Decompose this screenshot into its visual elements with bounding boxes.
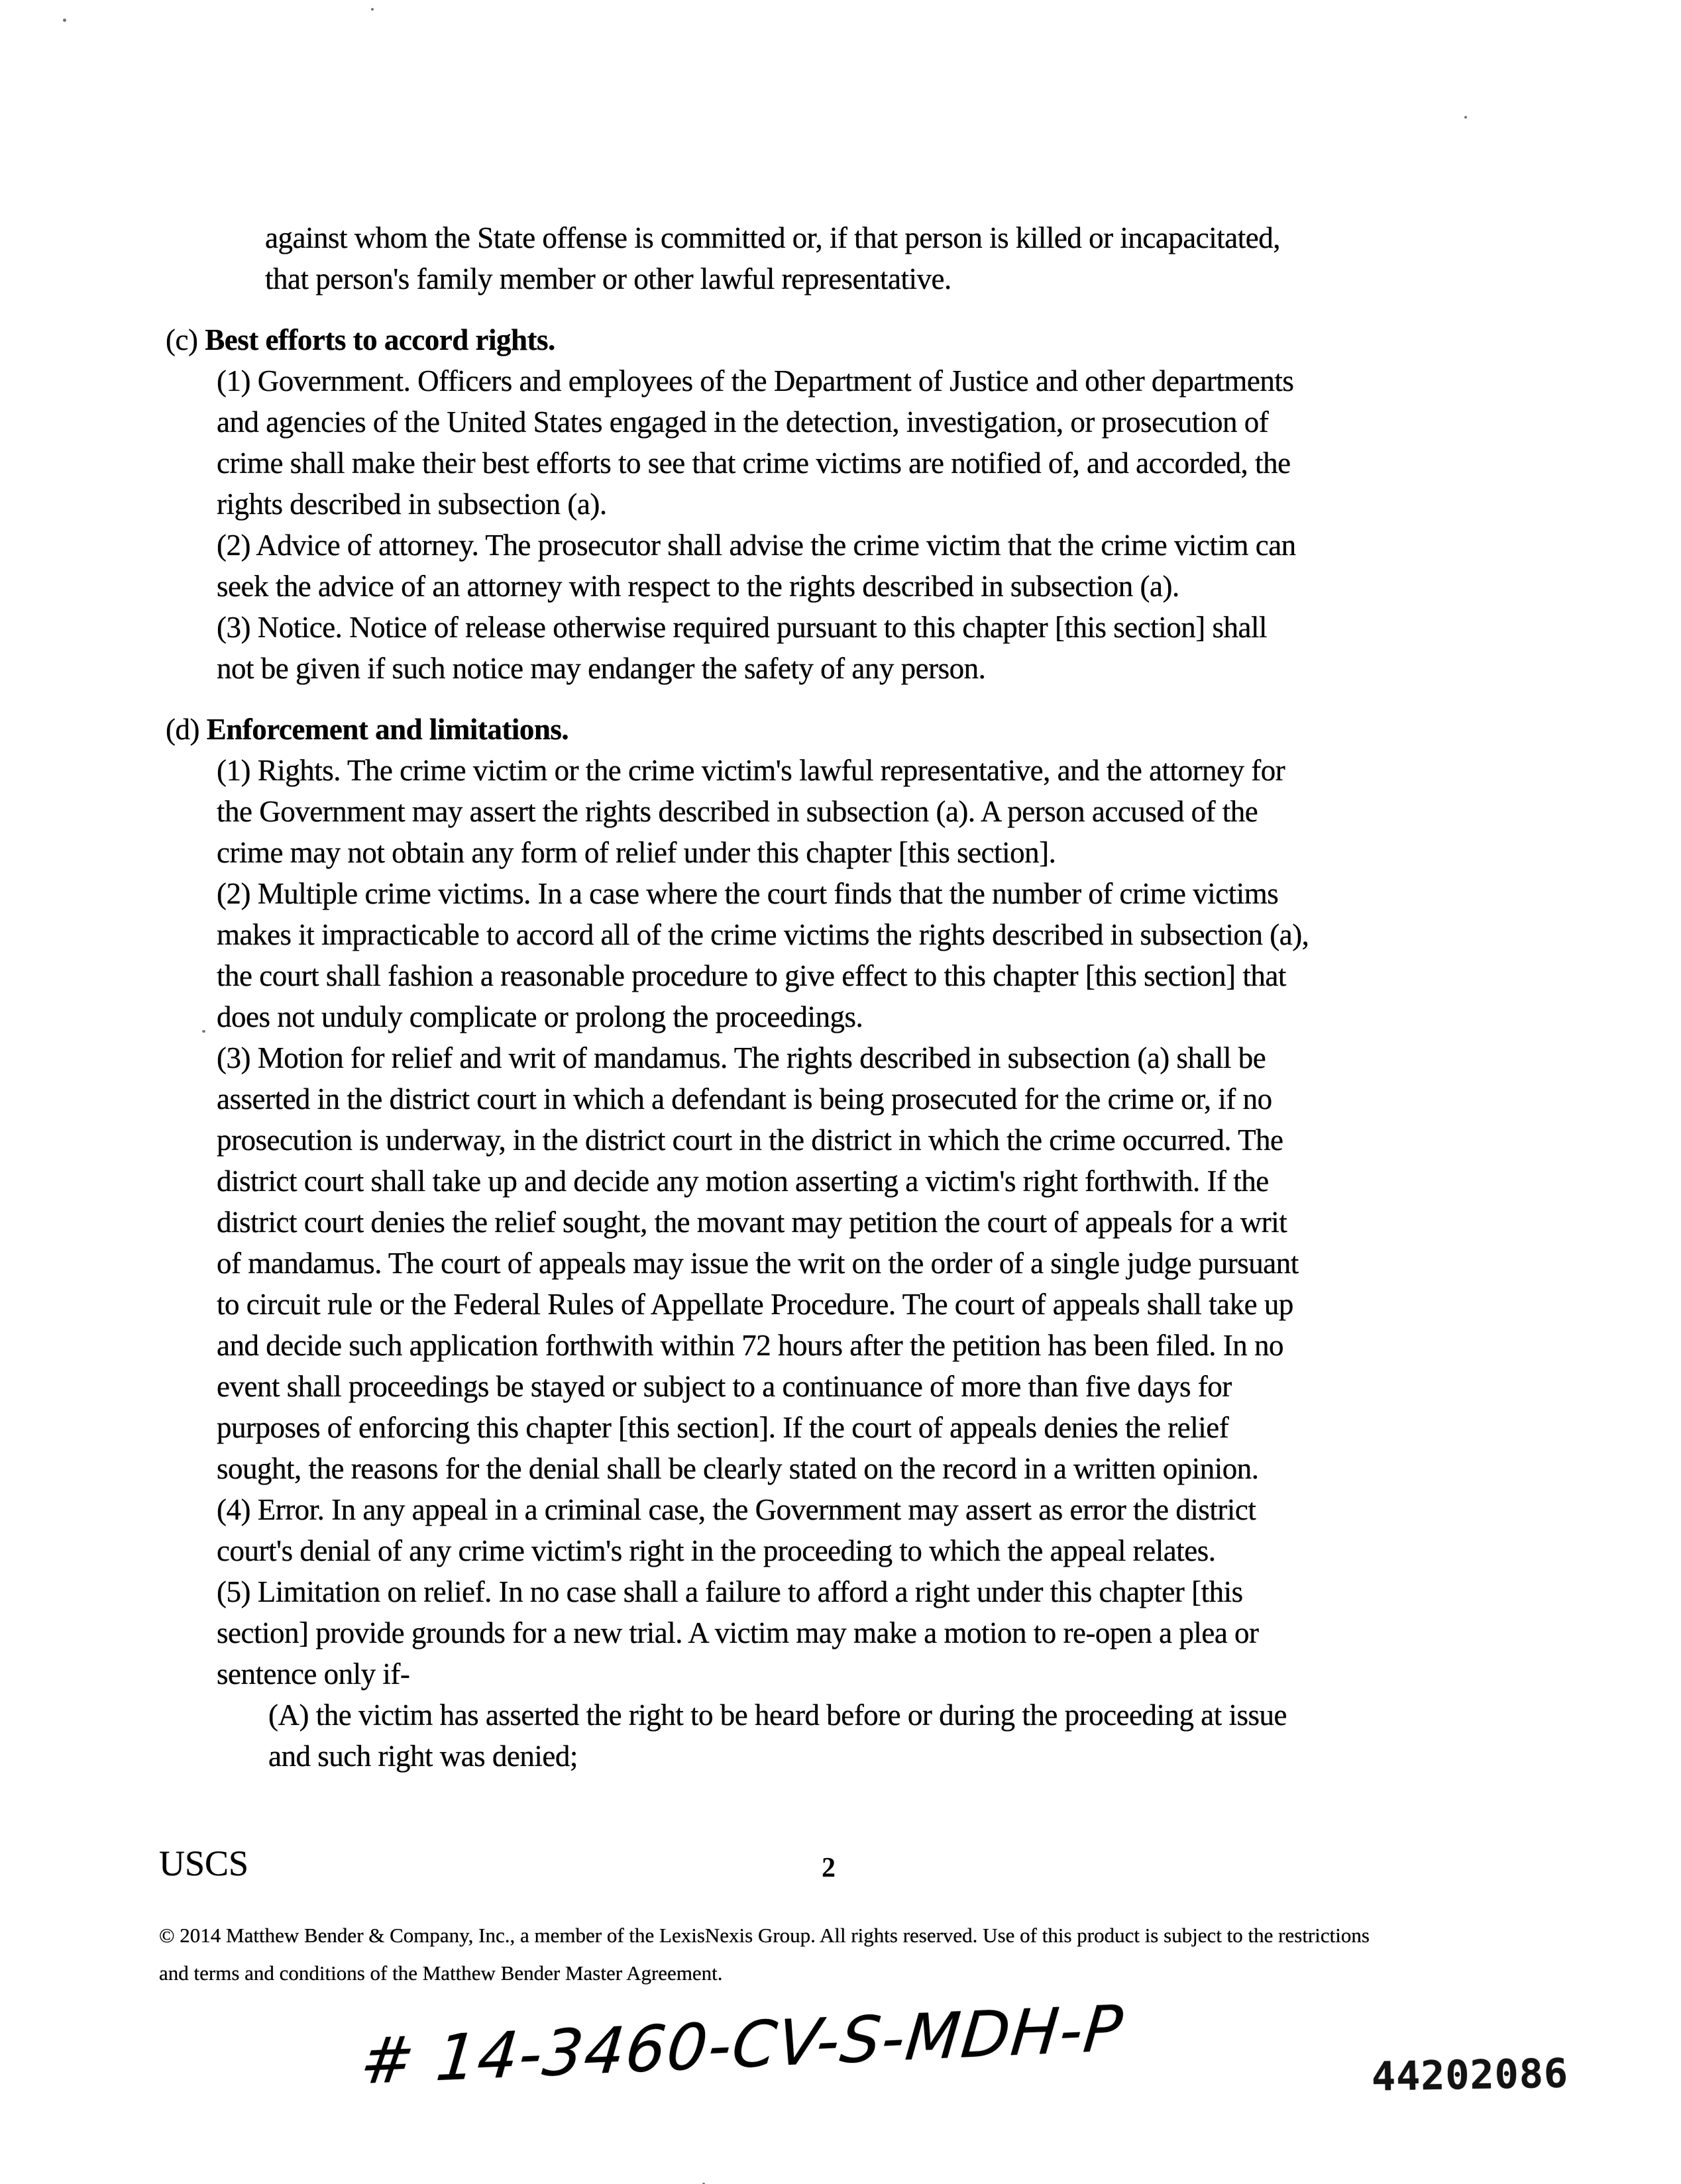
copyright-line-2: and terms and conditions of the Matthew Bender Master Agreement. [159,1961,723,1985]
copyright-line-1: © 2014 Matthew Bender & Company, Inc., a member of the LexisNexis Group. All rights reserved. Use of this product is subject to the restrictions [159,1924,1370,1947]
paragraph [268,1694,1681,1777]
text-line: makes it impracticable to accord all of the crime victims the rights described in subsection (a), [217,918,1309,951]
text-line: purposes of enforcing this chapter [this section]. If the court of appeals denies the relief [217,1411,1229,1444]
paragraph [265,217,1681,299]
text-line: to circuit rule or the Federal Rules of Appellate Procedure. The court of appeals shall take up [217,1288,1293,1321]
text-line: (2) Multiple crime victims. In a case where the court finds that the number of crime victims [217,877,1279,910]
text-line: and decide such application forthwith within 72 hours after the petition has been filed. In no [217,1329,1284,1362]
section-heading [166,319,1681,360]
text-line: (5) Limitation on relief. In no case shall a failure to afford a right under this chapter [this [217,1575,1243,1608]
text-line: crime shall make their best efforts to see that crime victims are notified of, and accorded, the [217,446,1291,480]
heading-label: (d) [166,713,207,746]
text-line: not be given if such notice may endanger the safety of any person. [217,652,986,685]
scan-speck [1464,116,1467,119]
paragraph [217,607,1681,689]
text-line: prosecution is underway, in the district court in the district in which the crime occurred. The [217,1123,1283,1157]
text-line: (4) Error. In any appeal in a criminal case, the Government may assert as error the district [217,1493,1256,1526]
text-line: that person's family member or other lawful representative. [265,262,951,295]
text-line: district court shall take up and decide any motion asserting a victim's right forthwith. If the [217,1165,1269,1198]
text-line: court's denial of any crime victim's right in the proceeding to which the appeal relates. [217,1534,1216,1567]
text-line: the Government may assert the rights described in subsection (a). A person accused of the [217,795,1258,828]
paragraph [217,750,1681,873]
text-line: (2) Advice of attorney. The prosecutor shall advise the crime victim that the crime victim can [217,529,1296,562]
text-line: sentence only if- [217,1657,410,1690]
text-line: rights described in subsection (a). [217,488,607,521]
scan-speck [63,19,66,22]
text-line: section] provide grounds for a new trial. A victim may make a motion to re-open a plea or [217,1616,1259,1649]
paragraph [217,1037,1681,1489]
footer-publication-label: USCS [159,1844,249,1883]
paragraph [217,1489,1681,1571]
handwritten-case-number: # 14-3460-CV-S-MDH-P [357,1992,1127,2099]
paragraph [217,873,1681,1037]
text-line: sought, the reasons for the denial shall be clearly stated on the record in a written opinion. [217,1452,1259,1485]
text-line: against whom the State offense is committed or, if that person is killed or incapacitated, [265,221,1280,254]
text-line: does not unduly complicate or prolong the proceedings. [217,1000,863,1033]
text-line: (A) the victim has asserted the right to be heard before or during the proceeding at issue [268,1698,1287,1732]
text-line: (3) Motion for relief and writ of mandamus. The rights described in subsection (a) shall be [217,1041,1266,1074]
text-line: (1) Government. Officers and employees of the Department of Justice and other departments [217,364,1294,397]
scan-speck [371,8,374,11]
paragraph [217,525,1681,607]
heading-label: (c) [166,323,205,356]
page-number: 2 [822,1853,836,1883]
text-line: crime may not obtain any form of relief under this chapter [this section]. [217,836,1056,869]
text-line: asserted in the district court in which a defendant is being prosecuted for the crime or, if no [217,1082,1272,1116]
copyright-notice [159,1916,1370,1992]
text-line: and agencies of the United States engaged in the detection, investigation, or prosecution of [217,405,1269,439]
text-line: (3) Notice. Notice of release otherwise required pursuant to this chapter [this section] shall [217,611,1267,644]
scan-speck [202,1030,205,1033]
bates-stamp-number: 44202086 [1371,2050,1569,2101]
heading-title: Best efforts to accord rights. [205,323,555,356]
paragraph [217,360,1681,525]
paragraph [217,1571,1681,1694]
document-body [0,217,1681,1777]
text-line: event shall proceedings be stayed or subject to a continuance of more than five days for [217,1370,1232,1403]
text-line: and such right was denied; [268,1740,578,1773]
heading-title: Enforcement and limitations. [206,713,569,746]
text-line: the court shall fashion a reasonable procedure to give effect to this chapter [this section] that [217,959,1286,992]
text-line: (1) Rights. The crime victim or the crime victim's lawful representative, and the attorney for [217,754,1285,787]
text-line: seek the advice of an attorney with respect to the rights described in subsection (a). [217,570,1179,603]
text-line: district court denies the relief sought, the movant may petition the court of appeals for a writ [217,1206,1287,1239]
section-heading [166,709,1681,750]
text-line: of mandamus. The court of appeals may issue the writ on the order of a single judge pursuant [217,1247,1299,1280]
